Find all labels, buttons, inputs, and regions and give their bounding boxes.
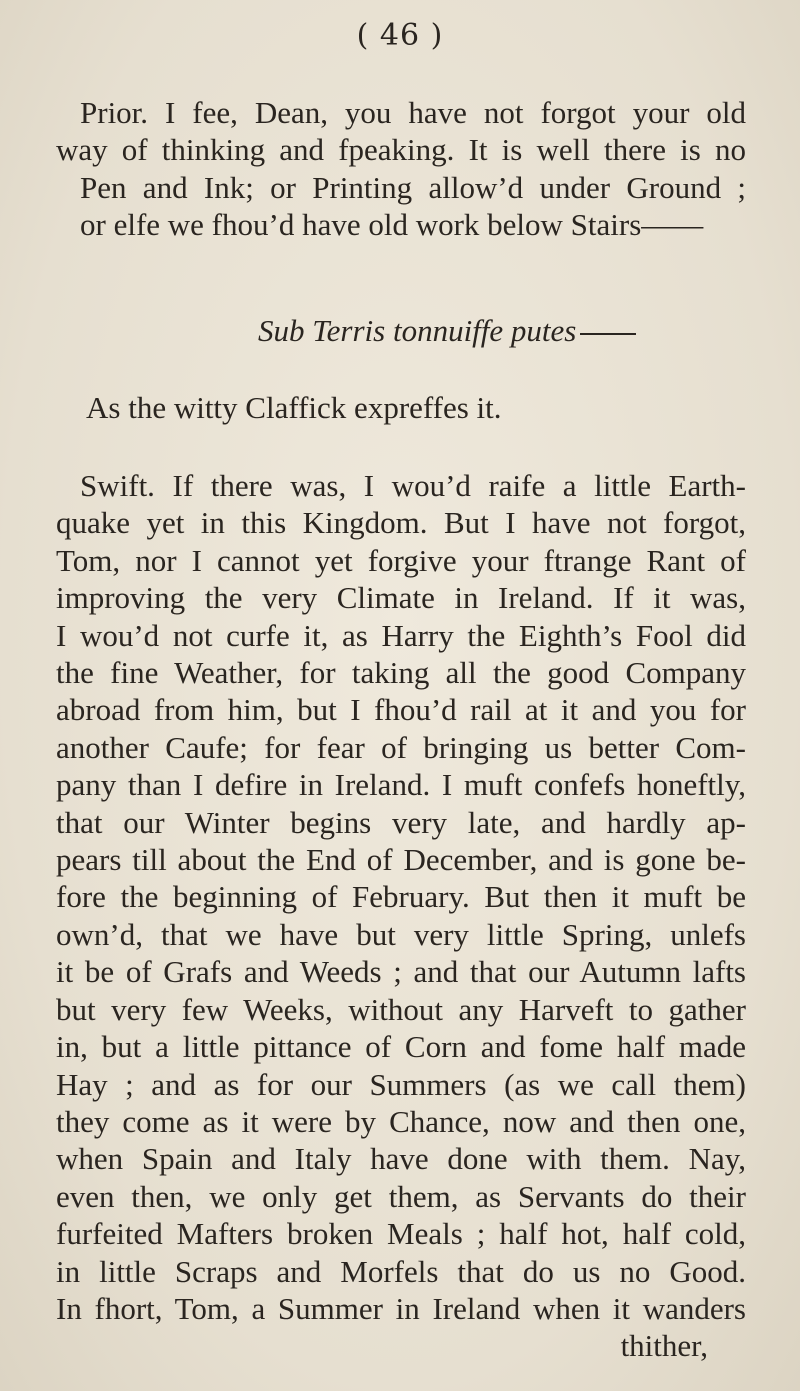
text-line: way of thinking and fpeaking. It is well there is no	[56, 132, 746, 168]
text-line: Tom, nor I cannot yet forgive your ftrange Rant of	[56, 542, 746, 578]
text-line: pany than I defire in Ireland. I muft confefs honeftly,	[56, 767, 746, 803]
text-line: the fine Weather, for taking all the good Company	[56, 655, 746, 691]
prior-speech	[56, 94, 746, 244]
text-line: Prior. I fee, Dean, you have not forgot your old	[80, 95, 746, 130]
attribution-line: As the witty Claffick expreffes it.	[86, 390, 502, 425]
text-line: that our Winter begins very late, and hardly ap-	[56, 804, 746, 840]
text-line: own’d, that we have but very little Spring, unlefs	[56, 916, 746, 952]
text-line: or elfe we fhou’d have old work below Stairs——	[80, 207, 704, 243]
text-line: another Caufe; for fear of bringing us better Com-	[56, 729, 746, 765]
text-line: but very few Weeks, without any Harveft to gather	[56, 991, 746, 1027]
page-number: ( 46 )	[356, 18, 444, 53]
text-line: quake yet in this Kingdom. But I have not forgot,	[56, 505, 746, 541]
swift-speech	[56, 467, 746, 1365]
text-line: when Spain and Italy have done with them. Nay,	[56, 1141, 746, 1177]
text-line: fore the beginning of February. But then it muft be	[56, 879, 746, 915]
text-line: Hay ; and as for our Summers (as we call them)	[56, 1066, 746, 1102]
text-line: Swift. If there was, I wou’d raife a little Earth-	[80, 468, 746, 503]
latin-quote-text: Sub Terris tonnuiffe putes	[258, 313, 577, 348]
text-line: pears till about the End of December, and is gone be-	[56, 842, 746, 878]
quote-dash	[580, 333, 636, 335]
text-line: in, but a little pittance of Corn and fome half made	[56, 1029, 746, 1065]
text-line: I wou’d not curfe it, as Harry the Eighth’s Fool did	[56, 617, 746, 653]
text-line: abroad from him, but I fhou’d rail at it and you for	[56, 692, 746, 728]
catchword: thither,	[620, 1328, 708, 1364]
text-line: in little Scraps and Morfels that do us no Good.	[56, 1253, 746, 1289]
text-line: even then, we only get them, as Servants do their	[56, 1178, 746, 1214]
text-line: furfeited Mafters broken Meals ; half hot, half cold,	[56, 1216, 746, 1252]
text-line: In fhort, Tom, a Summer in Ireland when it wanders	[56, 1290, 746, 1326]
text-line: improving the very Climate in Ireland. If it was,	[56, 580, 746, 616]
text-line: Pen and Ink; or Printing allow’d under Ground ;	[80, 169, 746, 205]
latin-quote	[258, 313, 636, 349]
text-line: it be of Grafs and Weeds ; and that our Autumn lafts	[56, 954, 746, 990]
text-line: they come as it were by Chance, now and then one,	[56, 1103, 746, 1139]
